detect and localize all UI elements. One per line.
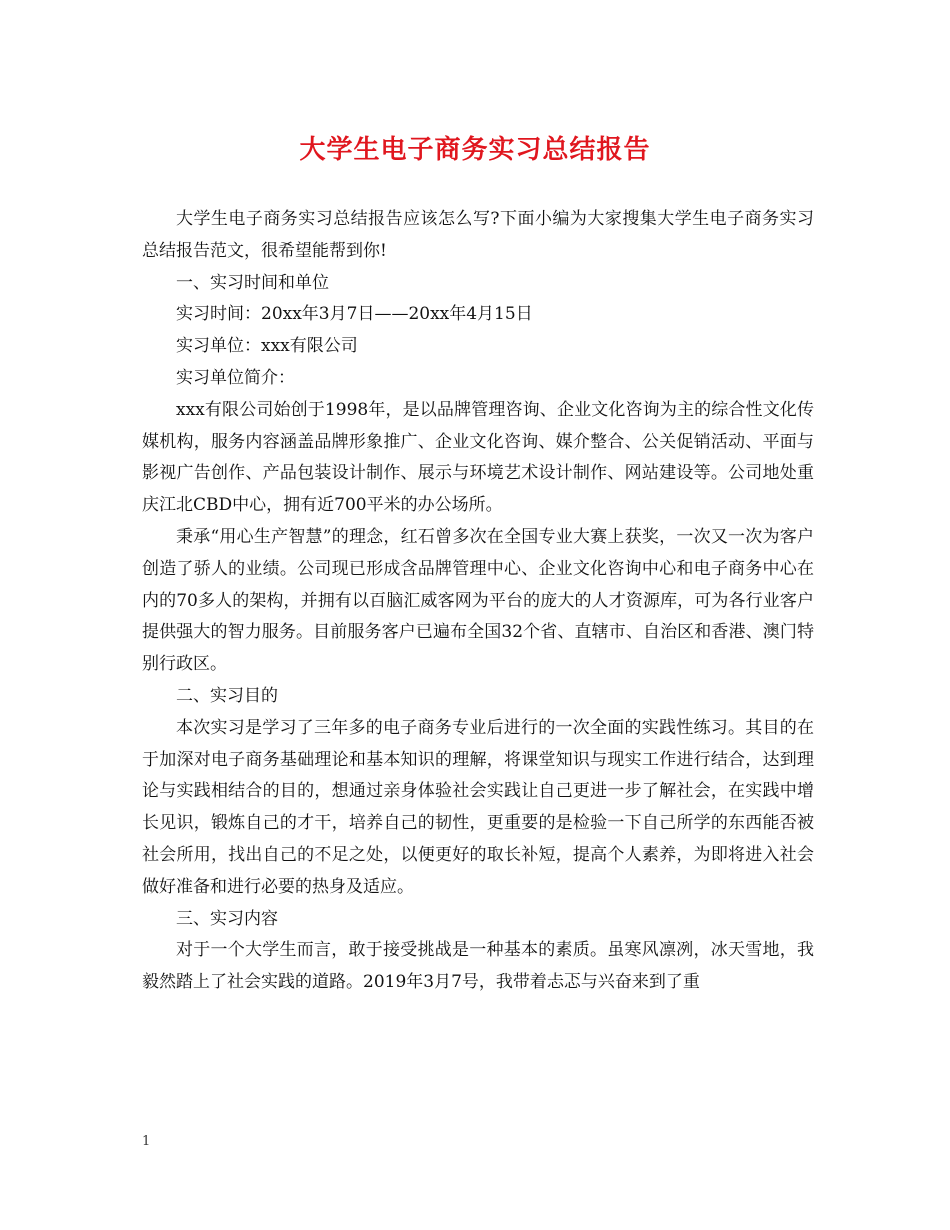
intro-paragraph: 大学生电子商务实习总结报告应该怎么写?下面小编为大家搜集大学生电子商务实习总结报告范文，很希望能帮到你! — [142, 209, 814, 261]
purpose-paragraph: 本次实习是学习了三年多的电子商务专业后进行的一次全面的实践性练习。其目的在于加深对电子商务基础理论和基本知识的理解，将课堂知识与现实工作进行结合，达到理论与实践相结合的目的，想通过亲身体验社会实践让自己更进一步了解社会，在实践中增长见识，锻炼自己的才干，培养自己的韧性，更重要的是检验一下自己所学的东西能否被社会所用，找出自己的不足之处，以便更好的取长补短，提高个人素养，为即将进入社会做好准备和进行必要的热身及适应。 — [142, 717, 814, 897]
document-body — [142, 204, 814, 999]
section-heading-2: 二、实习目的 — [176, 685, 278, 706]
company-intro-paragraph: xxx有限公司始创于1998年，是以品牌管理咨询、企业文化咨询为主的综合性文化传媒机构，服务内容涵盖品牌形象推广、企业文化咨询、媒介整合、公关促销活动、平面与影视广告创作、产品包装设计制作、展示与环境艺术设计制作、网站建设等。公司地处重庆江北CBD中心，拥有近700平米的办公场所。 — [142, 399, 814, 516]
document-title: 大学生电子商务实习总结报告 — [299, 135, 651, 165]
company-intro-label: 实习单位简介： — [176, 367, 295, 388]
page-number: 1 — [142, 1134, 151, 1149]
internship-time: 实习时间：20xx年3月7日——20xx年4月15日 — [176, 304, 533, 325]
internship-company: 实习单位：xxx有限公司 — [176, 336, 358, 357]
section-heading-1: 一、实习时间和单位 — [176, 272, 329, 293]
content-paragraph: 对于一个大学生而言，敢于接受挑战是一种基本的素质。虽寒风凛冽，冰天雪地，我毅然踏上了社会实践的道路。2019年3月7号，我带着忐忑与兴奋来到了重 — [142, 940, 814, 993]
section-heading-3: 三、实习内容 — [176, 908, 278, 929]
company-philosophy-paragraph: 秉承“用心生产智慧”的理念，红石曾多次在全国专业大赛上获奖，一次又一次为客户创造了骄人的业绩。公司现已形成含品牌管理中心、企业文化咨询中心和电子商务中心在内的70多人的架构，并拥有以百脑汇威客网为平台的庞大的人才资源库，可为各行业客户提供强大的智力服务。目前服务客户已遍布全国32个省、直辖市、自治区和香港、澳门特别行政区。 — [142, 526, 814, 675]
